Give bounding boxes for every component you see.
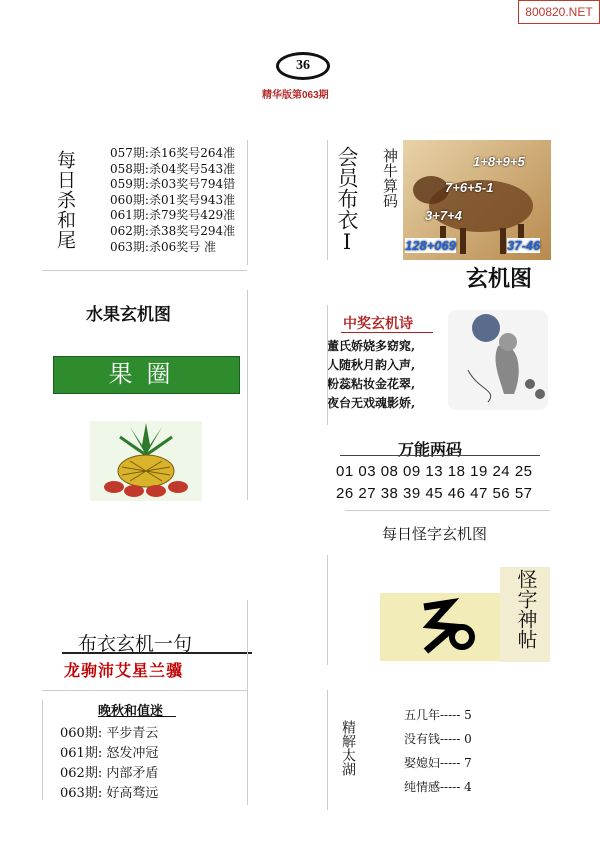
wanqiu-title: 晚秋和值迷 — [98, 704, 164, 719]
issue-label: 精华版第063期 — [262, 90, 329, 101]
list-item: 061期:杀79奖号429准 — [110, 208, 236, 223]
answer-item: 纯情感----- 4 — [404, 780, 472, 794]
fruit-banner: 果圈 — [53, 356, 240, 394]
formula: 7+6+5-1 — [445, 180, 494, 195]
divider — [42, 700, 43, 800]
divider — [247, 290, 248, 500]
answer-item: 五几年----- 5 — [404, 708, 472, 722]
number-row: 26 27 38 39 45 46 47 56 57 — [336, 485, 533, 502]
guaizi-side-text: 怪字神帖 — [514, 569, 538, 649]
answer-item: 没有钱----- 0 — [404, 732, 472, 746]
jingjie-answers — [404, 703, 472, 799]
poem-line: 粉蕊粘妆金花翠, — [327, 377, 416, 391]
list-item: 060期:杀01奖号943准 — [110, 192, 236, 207]
list-item: 058期:杀04奖号543准 — [110, 161, 236, 176]
divider — [340, 455, 540, 456]
answer-item: 娶媳妇----- 7 — [404, 756, 472, 770]
divider — [42, 270, 247, 271]
guaizi-side-panel — [500, 567, 550, 662]
divider — [341, 332, 433, 333]
poem-title: 中奖玄机诗 — [343, 316, 413, 332]
poem-lines — [327, 337, 415, 413]
site-watermark: 800820.NET — [518, 0, 600, 24]
divider — [247, 600, 248, 805]
divider — [327, 690, 328, 810]
poem-line: 董氏娇娆多窈窕, — [327, 339, 416, 353]
buyi-title: 布衣玄机一句 — [78, 633, 193, 655]
divider — [327, 305, 328, 425]
number-row: 01 03 08 09 13 18 19 24 25 — [336, 463, 533, 480]
riddle-item: 062期: 内部矛盾 — [60, 766, 159, 781]
divider — [327, 140, 328, 260]
bull-image — [403, 140, 551, 260]
guaizi-title: 每日怪字玄机图 — [382, 525, 488, 543]
poem-line: 夜台无戏魂影娇, — [327, 396, 416, 410]
formula: 3+7+4 — [425, 208, 462, 223]
xuanji-caption: 玄机图 — [466, 266, 533, 292]
logo: 36 — [276, 52, 330, 80]
list-item: 059期:杀03奖号794错 — [110, 177, 236, 192]
wanneng-title: 万能两码 — [398, 440, 463, 459]
divider — [42, 690, 247, 691]
tail-list — [110, 146, 235, 255]
list-item: 063期:杀06奖号 准 — [110, 239, 217, 254]
tail-title: 每日杀和尾 — [54, 150, 76, 250]
riddle-item: 061期: 怒发冲冠 — [60, 746, 159, 761]
list-item: 057期:杀16奖号264准 — [110, 146, 236, 160]
divider — [98, 716, 176, 717]
member-title: 会员布衣Ⅰ — [335, 146, 359, 254]
formula: 128+069 — [405, 238, 456, 253]
bull-label: 神牛算码 — [381, 148, 399, 208]
jingjie-title: 精解太湖 — [340, 720, 356, 776]
fruit-title: 水果玄机图 — [86, 305, 171, 325]
formula: 1+8+9+5 — [473, 154, 525, 169]
strange-character-image — [380, 593, 500, 661]
list-item: 062期:杀38奖号294准 — [110, 223, 236, 238]
divider — [345, 510, 550, 511]
riddle-item: 063期: 好高骛远 — [60, 786, 159, 801]
divider — [327, 555, 328, 665]
divider — [62, 652, 252, 654]
buyi-phrase: 龙驹沛艾星兰骥 — [64, 661, 184, 680]
divider — [247, 140, 248, 265]
pineapple-image — [90, 421, 202, 501]
riddle-item: 060期: 平步青云 — [60, 726, 159, 741]
formula: 37-46 — [507, 238, 541, 253]
poem-line: 人随秋月韵入声, — [327, 358, 416, 372]
cat-image — [448, 310, 548, 410]
